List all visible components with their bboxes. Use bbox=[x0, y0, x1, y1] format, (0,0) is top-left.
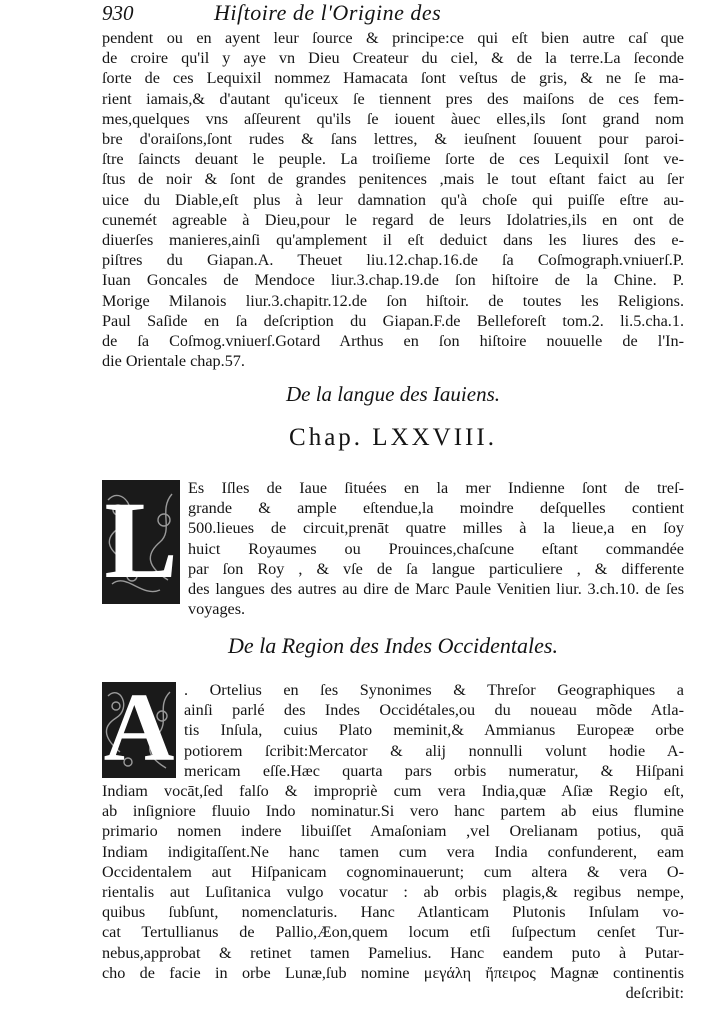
section-heading-langue: De la langue des Iauiens. bbox=[285, 382, 501, 406]
text-line: quibus ſubſunt, nomenclaturis. Hanc Atlanticam Plutonis Inſulam vo- bbox=[102, 903, 684, 922]
paragraph-indes-occidentales bbox=[102, 680, 684, 1003]
text-line: diuerſes manieres,ainſi qu'amplement il eſt deduict dans les liures des e- bbox=[102, 231, 684, 250]
text-line: Indiam vocāt,ſed falſo & impropriè cum vera India,quæ Aſiæ Regio eſt, bbox=[102, 782, 684, 801]
wrapped-lines bbox=[184, 680, 684, 761]
text-line: nebus,approbat & retinet tamen Pamelius. Hanc eandem puto à Putar- bbox=[102, 943, 684, 962]
text-line: de croire qu'il y aye vn Dieu Createur du ciel, & de la terre.La ſeconde bbox=[102, 49, 684, 68]
text-line: Paul Saſide en ſa deſcription du Giapan.F.de Belleforeſt tom.2. li.5.cha.1. bbox=[102, 311, 684, 330]
text-line: rientalis aut Luſitanica vulgo vocatur : ab orbis plagis,& regibus nempe, bbox=[102, 883, 684, 902]
text-line: cat Tertullianus de Pallio,Æon,quem locum etſi ſuſpectum cenſet Tur- bbox=[102, 923, 684, 942]
text-line: cunemét agreable à Dieu,pour le regard de leurs Idolatries,ils en ont de bbox=[102, 210, 684, 229]
text-line: tis Inſula, cuius Plato meminit,& Ammianus Europeæ orbe bbox=[184, 721, 684, 740]
text-line: cho de facie in orbe Lunæ,ſub nomine μεγάλη ἤπειρος Magnæ continentis bbox=[102, 963, 684, 982]
text-line: huict Royaumes ou Prouinces,chaſcune eſtant commandée bbox=[188, 539, 684, 558]
text-line: die Orientale chap.57. bbox=[102, 352, 245, 371]
chapter-heading: Chap. LXXVIII. bbox=[289, 424, 497, 451]
text-line: voyages. bbox=[188, 600, 246, 619]
text-line: piſtres du Giapan.A. Theuet liu.12.chap.16.de ſa Coſmograph.vniuerſ.P. bbox=[102, 251, 684, 270]
text-line: de ſa Coſmog.vniuerſ.Gotard Arthus en ſon hiſtoire nouuelle de l'In- bbox=[102, 332, 684, 351]
running-title: Hiſtoire de l'Origine des bbox=[214, 0, 442, 25]
text-line: pendent ou en ayent leur ſource & principe:ce qui eſt bien autre caſ que bbox=[102, 29, 684, 47]
text-line: grande & ample eſtendue,la moindre deſquelles contient bbox=[188, 499, 684, 518]
text-line: mes,quelques vns aſſeurent qu'ils ſe iouent àuec elles,ils ſont grand nom bbox=[102, 109, 684, 128]
wrapped-lines bbox=[188, 478, 684, 579]
text-line: ab inſigniore fluuio Indo nominatur.Si vero hanc partem ab eius flumine bbox=[102, 802, 684, 821]
text-line: Iuan Goncales de Mendoce liur.3.chap.19.de ſon hiſtoire de la Chine. P. bbox=[102, 271, 684, 290]
text-line: ainſi parlé des Indes Occidétales,ou du noueau mõde Atla- bbox=[184, 701, 684, 720]
initial-letter: A bbox=[103, 682, 175, 778]
initial-letter: L bbox=[104, 480, 178, 601]
text-line: ſorte de ces Lequixil nommez Hamacata ſont veſtus de gris, & ne ſe ma- bbox=[102, 69, 684, 88]
text-line: Indiam indigitaſſent.Ne hanc tamen cum vera India confunderent, eam bbox=[102, 842, 684, 861]
text-line: Es Iſles de Iaue ſituées en la mer Indienne ſont de treſ- bbox=[188, 479, 684, 497]
text-line: ſtre ſaincts deuant le peuple. La troiſieme ſorte de ces Lequixil ſont ve- bbox=[102, 150, 684, 169]
paragraph-continuation bbox=[102, 28, 684, 371]
text-line: rient iamais,& d'autant qu'iceux ſe tiennent pres des maiſons de ces fem- bbox=[102, 89, 684, 108]
text-line: 500.lieues de circuit,prenāt quatre milles à la lieue,a en ſoy bbox=[188, 519, 684, 538]
text-line: des langues des autres au dire de Marc Paule Venitien liur. 3.ch.10. de ſes bbox=[188, 580, 684, 599]
paragraph-iauiens bbox=[102, 478, 684, 619]
section-heading-region: De la Region des Indes Occidentales. bbox=[228, 633, 558, 658]
text-line: mericam eſſe.Hæc quarta pars orbis numeratur, & Hiſpani bbox=[184, 761, 684, 780]
text-line: uice du Diable,eſt plus à leur damnation qu'à choſe qui puiſſe eſtre au- bbox=[102, 190, 684, 209]
catchword: deſcribit: bbox=[625, 984, 684, 1003]
text-line: Morige Milanois liur.3.chapitr.12.de ſon hiſtoir. de toutes les Religions. bbox=[102, 291, 684, 310]
running-head bbox=[102, 0, 684, 26]
text-line: primario nomen indere libuiſſet Amaſoniam ,vel Orelianam potius, quā bbox=[102, 822, 684, 841]
ornamental-initial-a bbox=[102, 682, 176, 778]
text-line: . Ortelius en ſes Synonimes & Threſor Geographiques a bbox=[184, 681, 684, 699]
text-line: ſtus de noir & ſont de grandes penitences ,mais le tout eſtant faict au ſer bbox=[102, 170, 684, 189]
page-number: 930 bbox=[102, 1, 134, 25]
text-line: potiorem ſcribit:Mercator & alij nonnulli volunt hodie A- bbox=[184, 741, 684, 760]
text-line: bre d'oraiſons,ſont rudes & ſans lettres, & ieuſnent ſouuent pour paroi- bbox=[102, 130, 684, 149]
ornamental-initial-l bbox=[102, 480, 180, 604]
text-line: par ſon Roy , & vſe de ſa langue particuliere , & differente bbox=[188, 559, 684, 578]
text-line: Occidentalem aut Hiſpanicam cognominauerunt; cum altera & vera O- bbox=[102, 862, 684, 881]
